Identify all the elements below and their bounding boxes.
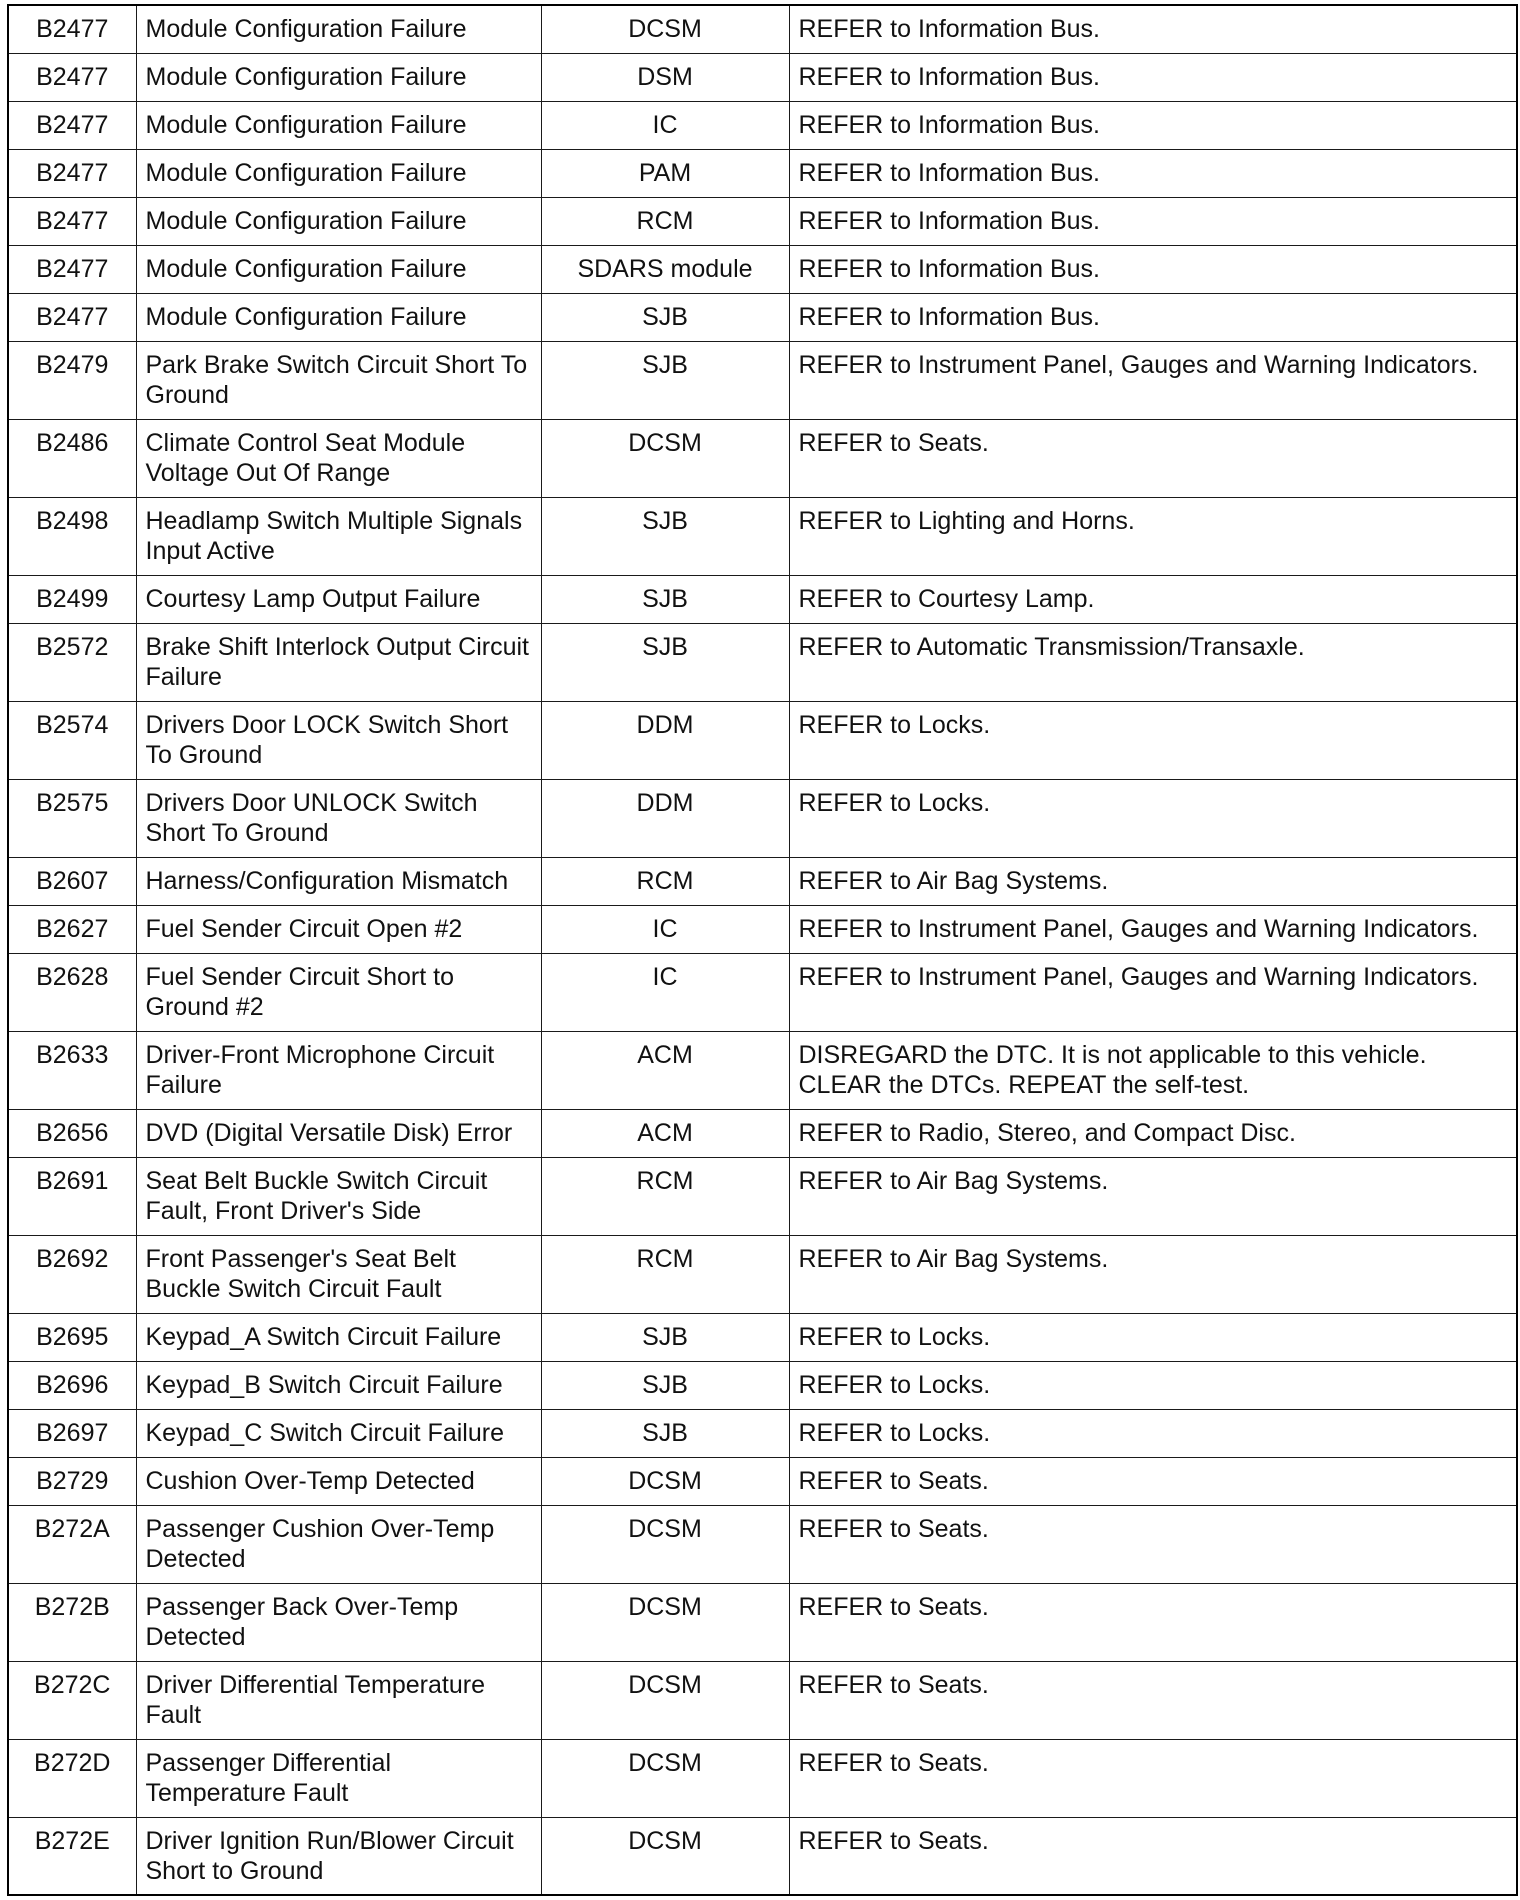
dtc-description: Passenger Differential Temperature Fault — [136, 1739, 541, 1817]
table-row — [8, 53, 1517, 101]
dtc-description: Module Configuration Failure — [136, 5, 541, 53]
dtc-module: ACM — [541, 1109, 789, 1157]
dtc-code: B272E — [8, 1817, 136, 1895]
dtc-code: B2627 — [8, 905, 136, 953]
table-row — [8, 905, 1517, 953]
dtc-module: DCSM — [541, 1739, 789, 1817]
table-row — [8, 1661, 1517, 1739]
dtc-code: B2628 — [8, 953, 136, 1031]
dtc-code: B2479 — [8, 341, 136, 419]
table-row — [8, 953, 1517, 1031]
dtc-action: REFER to Automatic Transmission/Transaxle. — [789, 623, 1517, 701]
table-row — [8, 857, 1517, 905]
table-row — [8, 1157, 1517, 1235]
table-row — [8, 5, 1517, 53]
dtc-code: B2499 — [8, 575, 136, 623]
dtc-module: DDM — [541, 701, 789, 779]
dtc-description: DVD (Digital Versatile Disk) Error — [136, 1109, 541, 1157]
dtc-code: B272C — [8, 1661, 136, 1739]
dtc-description: Passenger Cushion Over-Temp Detected — [136, 1505, 541, 1583]
dtc-action: REFER to Instrument Panel, Gauges and Warning Indicators. — [789, 341, 1517, 419]
dtc-module: IC — [541, 905, 789, 953]
dtc-description: Keypad_C Switch Circuit Failure — [136, 1409, 541, 1457]
table-row — [8, 1505, 1517, 1583]
dtc-description: Brake Shift Interlock Output Circuit Failure — [136, 623, 541, 701]
dtc-description: Keypad_A Switch Circuit Failure — [136, 1313, 541, 1361]
dtc-module: DCSM — [541, 1661, 789, 1739]
table-row — [8, 341, 1517, 419]
dtc-code: B2696 — [8, 1361, 136, 1409]
dtc-code: B2477 — [8, 245, 136, 293]
dtc-action: REFER to Information Bus. — [789, 197, 1517, 245]
dtc-action: REFER to Locks. — [789, 701, 1517, 779]
dtc-action: REFER to Seats. — [789, 1739, 1517, 1817]
dtc-module: DCSM — [541, 5, 789, 53]
dtc-module: SJB — [541, 1313, 789, 1361]
dtc-code: B272A — [8, 1505, 136, 1583]
dtc-action: REFER to Information Bus. — [789, 245, 1517, 293]
dtc-action: REFER to Information Bus. — [789, 101, 1517, 149]
table-row — [8, 1361, 1517, 1409]
dtc-code: B2656 — [8, 1109, 136, 1157]
dtc-action: DISREGARD the DTC. It is not applicable to this vehicle. CLEAR the DTCs. REPEAT the self-test. — [789, 1031, 1517, 1109]
dtc-module: DDM — [541, 779, 789, 857]
dtc-description: Courtesy Lamp Output Failure — [136, 575, 541, 623]
dtc-description: Module Configuration Failure — [136, 53, 541, 101]
dtc-code: B2477 — [8, 53, 136, 101]
dtc-code: B272D — [8, 1739, 136, 1817]
dtc-code: B2633 — [8, 1031, 136, 1109]
dtc-code: B2691 — [8, 1157, 136, 1235]
dtc-action: REFER to Information Bus. — [789, 53, 1517, 101]
dtc-description: Keypad_B Switch Circuit Failure — [136, 1361, 541, 1409]
dtc-action: REFER to Locks. — [789, 1361, 1517, 1409]
dtc-module: RCM — [541, 1157, 789, 1235]
dtc-action: REFER to Locks. — [789, 1409, 1517, 1457]
dtc-action: REFER to Radio, Stereo, and Compact Disc. — [789, 1109, 1517, 1157]
dtc-module: DCSM — [541, 1817, 789, 1895]
dtc-code: B2477 — [8, 197, 136, 245]
table-row — [8, 1313, 1517, 1361]
dtc-action: REFER to Seats. — [789, 1817, 1517, 1895]
dtc-description: Module Configuration Failure — [136, 101, 541, 149]
dtc-code: B2695 — [8, 1313, 136, 1361]
dtc-description: Driver Ignition Run/Blower Circuit Short to Ground — [136, 1817, 541, 1895]
dtc-action: REFER to Instrument Panel, Gauges and Warning Indicators. — [789, 953, 1517, 1031]
dtc-module: IC — [541, 101, 789, 149]
table-row — [8, 575, 1517, 623]
table-row — [8, 1235, 1517, 1313]
dtc-action: REFER to Seats. — [789, 1583, 1517, 1661]
dtc-module: SJB — [541, 497, 789, 575]
dtc-module: SJB — [541, 1409, 789, 1457]
dtc-module: PAM — [541, 149, 789, 197]
dtc-code: B2697 — [8, 1409, 136, 1457]
dtc-code: B2607 — [8, 857, 136, 905]
dtc-module: ACM — [541, 1031, 789, 1109]
dtc-module: SJB — [541, 1361, 789, 1409]
table-row — [8, 149, 1517, 197]
dtc-description: Driver Differential Temperature Fault — [136, 1661, 541, 1739]
dtc-description: Driver-Front Microphone Circuit Failure — [136, 1031, 541, 1109]
table-row — [8, 245, 1517, 293]
dtc-action: REFER to Seats. — [789, 1457, 1517, 1505]
dtc-action: REFER to Air Bag Systems. — [789, 1157, 1517, 1235]
dtc-description: Cushion Over-Temp Detected — [136, 1457, 541, 1505]
dtc-module: SDARS module — [541, 245, 789, 293]
dtc-action: REFER to Information Bus. — [789, 5, 1517, 53]
dtc-description: Drivers Door LOCK Switch Short To Ground — [136, 701, 541, 779]
table-row — [8, 779, 1517, 857]
dtc-description: Module Configuration Failure — [136, 293, 541, 341]
table-row — [8, 701, 1517, 779]
dtc-code: B2477 — [8, 293, 136, 341]
table-row — [8, 497, 1517, 575]
dtc-module: RCM — [541, 857, 789, 905]
dtc-description: Module Configuration Failure — [136, 149, 541, 197]
dtc-module: IC — [541, 953, 789, 1031]
dtc-description: Climate Control Seat Module Voltage Out Of Range — [136, 419, 541, 497]
dtc-module: SJB — [541, 341, 789, 419]
dtc-module: SJB — [541, 575, 789, 623]
dtc-code: B2572 — [8, 623, 136, 701]
dtc-description: Fuel Sender Circuit Short to Ground #2 — [136, 953, 541, 1031]
dtc-action: REFER to Seats. — [789, 419, 1517, 497]
dtc-code: B2575 — [8, 779, 136, 857]
table-row — [8, 1583, 1517, 1661]
dtc-action: REFER to Information Bus. — [789, 149, 1517, 197]
dtc-action: REFER to Lighting and Horns. — [789, 497, 1517, 575]
dtc-module: DCSM — [541, 1457, 789, 1505]
dtc-action: REFER to Locks. — [789, 1313, 1517, 1361]
table-row — [8, 197, 1517, 245]
dtc-module: DSM — [541, 53, 789, 101]
dtc-action: REFER to Information Bus. — [789, 293, 1517, 341]
table-row — [8, 1817, 1517, 1895]
dtc-action: REFER to Seats. — [789, 1661, 1517, 1739]
table-row — [8, 1409, 1517, 1457]
dtc-description: Fuel Sender Circuit Open #2 — [136, 905, 541, 953]
dtc-table — [7, 4, 1518, 1896]
dtc-action: REFER to Air Bag Systems. — [789, 1235, 1517, 1313]
dtc-module: DCSM — [541, 419, 789, 497]
dtc-code: B2477 — [8, 101, 136, 149]
dtc-code: B2729 — [8, 1457, 136, 1505]
dtc-module: DCSM — [541, 1505, 789, 1583]
table-row — [8, 419, 1517, 497]
table-row — [8, 1031, 1517, 1109]
dtc-description: Drivers Door UNLOCK Switch Short To Ground — [136, 779, 541, 857]
dtc-action: REFER to Courtesy Lamp. — [789, 575, 1517, 623]
dtc-description: Module Configuration Failure — [136, 245, 541, 293]
dtc-action: REFER to Seats. — [789, 1505, 1517, 1583]
dtc-code: B272B — [8, 1583, 136, 1661]
dtc-module: RCM — [541, 1235, 789, 1313]
dtc-module: SJB — [541, 623, 789, 701]
dtc-action: REFER to Instrument Panel, Gauges and Warning Indicators. — [789, 905, 1517, 953]
table-row — [8, 101, 1517, 149]
dtc-module: DCSM — [541, 1583, 789, 1661]
dtc-module: RCM — [541, 197, 789, 245]
dtc-description: Front Passenger's Seat Belt Buckle Switch Circuit Fault — [136, 1235, 541, 1313]
dtc-code: B2692 — [8, 1235, 136, 1313]
table-row — [8, 1109, 1517, 1157]
dtc-action: REFER to Locks. — [789, 779, 1517, 857]
dtc-description: Harness/Configuration Mismatch — [136, 857, 541, 905]
dtc-description: Module Configuration Failure — [136, 197, 541, 245]
dtc-description: Seat Belt Buckle Switch Circuit Fault, Front Driver's Side — [136, 1157, 541, 1235]
dtc-code: B2498 — [8, 497, 136, 575]
dtc-description: Park Brake Switch Circuit Short To Ground — [136, 341, 541, 419]
dtc-code: B2477 — [8, 5, 136, 53]
dtc-description: Passenger Back Over-Temp Detected — [136, 1583, 541, 1661]
dtc-action: REFER to Air Bag Systems. — [789, 857, 1517, 905]
table-row — [8, 1457, 1517, 1505]
dtc-module: SJB — [541, 293, 789, 341]
dtc-description: Headlamp Switch Multiple Signals Input Active — [136, 497, 541, 575]
dtc-code: B2477 — [8, 149, 136, 197]
dtc-code: B2486 — [8, 419, 136, 497]
dtc-code: B2574 — [8, 701, 136, 779]
table-row — [8, 623, 1517, 701]
table-row — [8, 1739, 1517, 1817]
table-row — [8, 293, 1517, 341]
